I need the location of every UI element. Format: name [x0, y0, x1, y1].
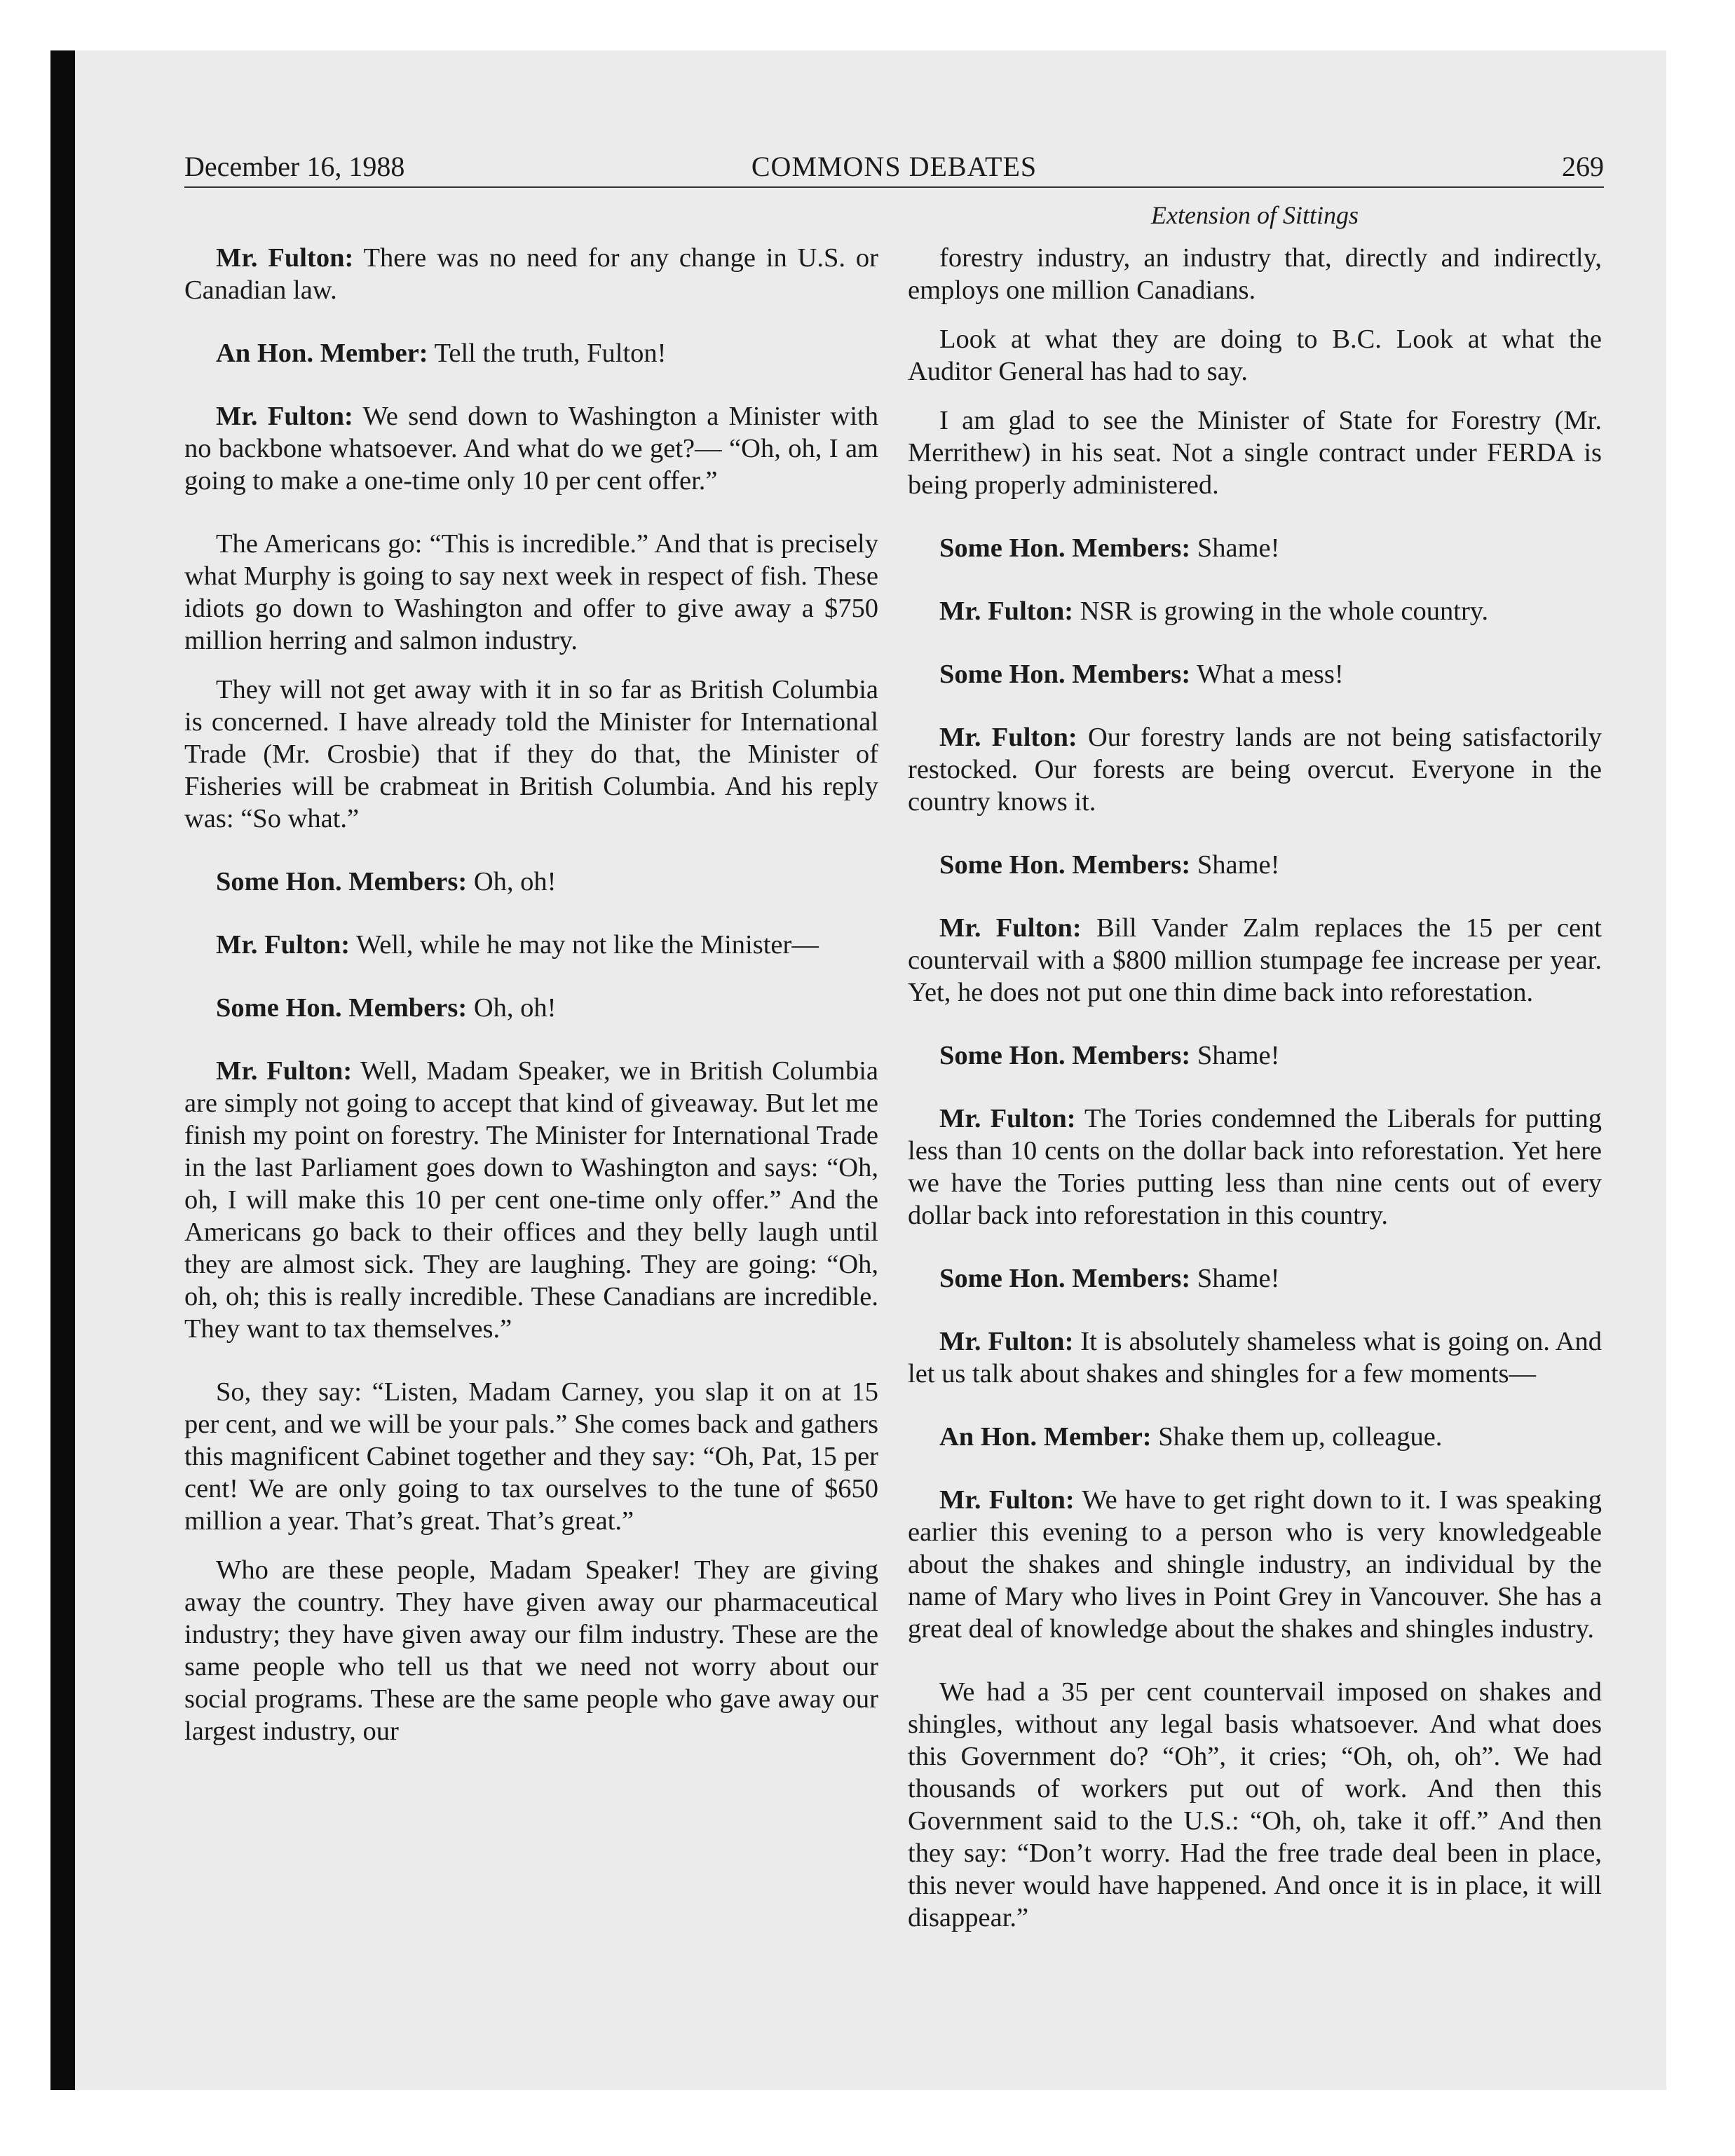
paragraph: [908, 1262, 1602, 1295]
scan-edge-shadow: [50, 50, 75, 2090]
paragraph-text: We have to get right down to it. I was speaking earlier this evening to a person who is very knowledgeable about the shakes and shingle industry, an individual by the name of Mary who lives in Point Grey in Vancouver. She has a great deal of knowledge about the shakes and shingles industry.: [908, 1485, 1602, 1644]
speaker-name: Some Hon. Members:: [216, 867, 468, 896]
speaker-name: Some Hon. Members:: [216, 993, 468, 1023]
paragraph-text: Shame!: [1190, 533, 1280, 563]
speaker-name: Some Hon. Members:: [939, 1041, 1191, 1070]
paragraph-text: forestry industry, an industry that, directly and indirectly, employs one million Canadians.: [908, 243, 1602, 305]
paragraph-text: So, they say: “Listen, Madam Carney, you slap it on at 15 per cent, and we will be your pals.” She comes back and gathers this magnificent Cabinet together and they say: “Oh, Pat, 15 per cent! We are only going to tax ourselves to the tune of $650 million a year. That’s great. That’s great.”: [184, 1377, 878, 1536]
speaker-name: Some Hon. Members:: [939, 533, 1191, 563]
paragraph-text: The Americans go: “This is incredible.” And that is precisely what Murphy is going to say next week in respect of fish. These idiots go down to Washington and offer to give away a $750 million herring and salmon industry.: [184, 529, 878, 655]
paragraph-text: I am glad to see the Minister of State for Forestry (Mr. Merrithew) in his seat. Not a single contract under FERDA is being properly administered.: [908, 406, 1602, 500]
paragraph: [908, 849, 1602, 881]
speaker-name: Mr. Fulton:: [939, 723, 1077, 752]
speaker-name: Mr. Fulton:: [216, 402, 353, 431]
paragraph: [184, 674, 878, 835]
paragraph: [908, 404, 1602, 501]
paragraph-text: They will not get away with it in so far as British Columbia is concerned. I have already told the Minister for International Trade (Mr. Crosbie) that if they do that, the Minister of Fisheries will be crabmeat in British Columbia. And his reply was: “So what.”: [184, 675, 878, 833]
paragraph-text: Look at what they are doing to B.C. Look at what the Auditor General has had to say.: [908, 325, 1602, 386]
paragraph-text: NSR is growing in the whole country.: [1073, 596, 1489, 626]
paragraph: [184, 866, 878, 898]
speaker-name: Mr. Fulton:: [939, 1327, 1074, 1356]
paragraph: [908, 242, 1602, 306]
paragraph: [184, 400, 878, 497]
paragraph-text: Shame!: [1190, 1264, 1280, 1293]
paragraph: [908, 323, 1602, 388]
section-heading: Extension of Sittings: [1151, 201, 1359, 229]
paragraph-text: Tell the truth, Fulton!: [428, 339, 667, 368]
speaker-name: Mr. Fulton:: [939, 1485, 1075, 1515]
paragraph: [184, 1554, 878, 1747]
paragraph: [908, 595, 1602, 627]
paragraph-text: We had a 35 per cent countervail imposed on shakes and shingles, without any legal basis whatsoever. And what does this Government do? “Oh”, it cries; “Oh, oh, oh”. We had thousands of workers put out of work. And then this Government said to the U.S.: “Oh, oh, take it off.” And then they say: “Don’t worry. Had the free trade deal been in place, this never would have happened. And once it is in place, it will disappear.”: [908, 1677, 1602, 1932]
paragraph-text: Our forestry lands are not being satisfactorily restocked. Our forests are being overcut. Everyone in the country knows it.: [908, 723, 1602, 817]
paragraph: [908, 1484, 1602, 1645]
paragraph-text: Who are these people, Madam Speaker! They are giving away the country. They have given away our pharmaceutical industry; they have given away our film industry. These are the same people who tell us that we need not worry about our social programs. These are the same people who gave away our largest industry, our: [184, 1555, 878, 1746]
speaker-name: Some Hon. Members:: [939, 660, 1191, 689]
speaker-name: Mr. Fulton:: [216, 930, 351, 960]
paragraph-text: Oh, oh!: [467, 993, 557, 1023]
paragraph: [908, 658, 1602, 690]
paragraph: [908, 532, 1602, 564]
paragraph: [184, 929, 878, 961]
page-header: [184, 147, 1604, 188]
paragraph: [908, 1103, 1602, 1231]
speaker-name: Mr. Fulton:: [939, 913, 1082, 943]
paragraph: [908, 1421, 1602, 1453]
paragraph-text: We send down to Washington a Minister with no backbone whatsoever. And what do we get?— “Oh, oh, I am going to make a one-time only 10 per cent offer.”: [184, 402, 878, 496]
paragraph: [908, 1039, 1602, 1072]
right-column: [908, 242, 1602, 1951]
header-date: December 16, 1988: [184, 151, 405, 182]
paragraph-text: Shake them up, colleague.: [1151, 1422, 1443, 1452]
paragraph: [184, 337, 878, 369]
paragraph-text: What a mess!: [1190, 660, 1344, 689]
paragraph-text: The Tories condemned the Liberals for putting less than 10 cents on the dollar back into reforestation. Yet here we have the Tories putting less than nine cents out of every dollar back into reforestation in this country.: [908, 1104, 1602, 1230]
speaker-name: An Hon. Member:: [216, 339, 428, 368]
paragraph-text: Bill Vander Zalm replaces the 15 per cent countervail with a $800 million stumpage fee increase per year. Yet, he does not put one thin dime back into reforestation.: [908, 913, 1602, 1007]
speaker-name: Mr. Fulton:: [939, 1104, 1076, 1133]
paragraph: [184, 242, 878, 306]
paragraph-text: It is absolutely shameless what is going on. And let us talk about shakes and shingles for a few moments—: [908, 1327, 1602, 1389]
speaker-name: Some Hon. Members:: [939, 850, 1191, 880]
paragraph: [184, 528, 878, 657]
paragraph: [908, 1325, 1602, 1390]
speaker-name: Mr. Fulton:: [216, 1056, 353, 1086]
header-title: COMMONS DEBATES: [751, 151, 1037, 182]
speaker-name: Mr. Fulton:: [939, 596, 1074, 626]
paragraph: [908, 912, 1602, 1009]
speaker-name: Some Hon. Members:: [939, 1264, 1191, 1293]
left-column: [184, 242, 878, 1764]
paragraph: [908, 721, 1602, 818]
page-number: 269: [1562, 151, 1604, 182]
speaker-name: Mr. Fulton:: [216, 243, 354, 273]
paragraph: [184, 1055, 878, 1345]
paragraph: [908, 1676, 1602, 1934]
paragraph: [184, 992, 878, 1024]
speaker-name: An Hon. Member:: [939, 1422, 1152, 1452]
paragraph-text: Well, Madam Speaker, we in British Columbia are simply not going to accept that kind of giveaway. But let me finish my point on forestry. The Minister for International Trade in the last Parliament goes down to Washington and says: “Oh, oh, I will make this 10 per cent one-time only offer.” And the Americans go back to their offices and they belly laugh until they are almost sick. They are laughing. They are going: “Oh, oh, oh; this is really incredible. These Canadians are incredible. They want to tax themselves.”: [184, 1056, 878, 1344]
paragraph-text: Oh, oh!: [467, 867, 557, 896]
paragraph-text: Shame!: [1190, 1041, 1280, 1070]
paragraph: [184, 1376, 878, 1537]
paragraph-text: There was no need for any change in U.S. or Canadian law.: [184, 243, 878, 305]
paragraph-text: Well, while he may not like the Minister—: [350, 930, 819, 960]
paragraph-text: Shame!: [1190, 850, 1280, 880]
